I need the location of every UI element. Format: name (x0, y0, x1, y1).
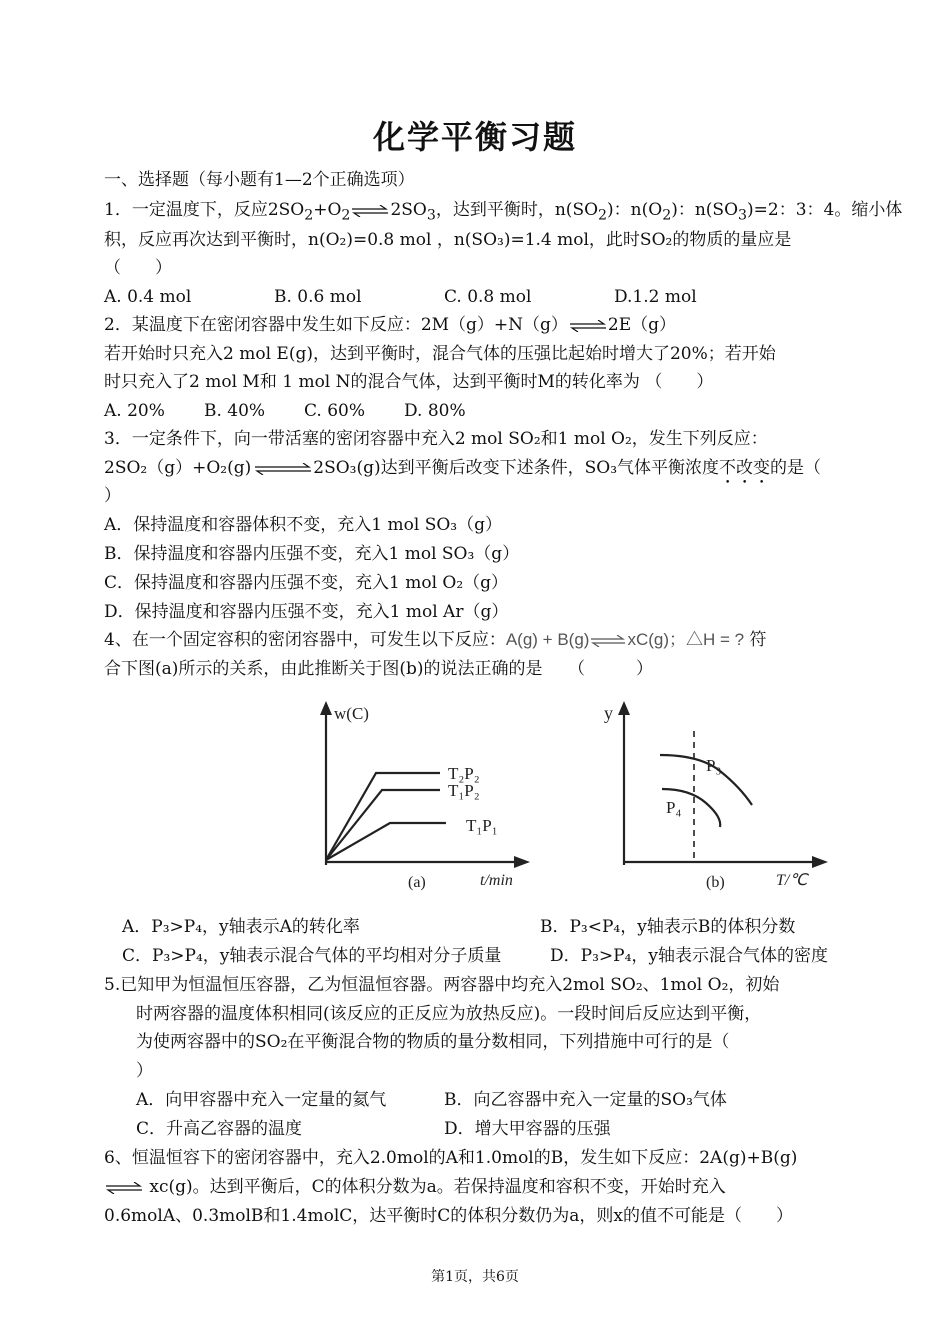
q4-option-d: D．P₃>P₄，y轴表示混合气体的密度 (550, 946, 828, 966)
chart-b-x-arrow-icon (812, 856, 828, 868)
q3-option-d: D．保持温度和容器内压强不变，充入1 mol Ar（g） (104, 602, 509, 622)
chart-b-legend-p3: P₃ (706, 756, 722, 775)
q1-line-1: 1．一定温度下，反应$2SO_2+O_2$ $2SO_3$，达到平衡时，$n(SO_2)$：$n(O_2)$：$n(SO_3)=2$：3：4。缩小体 (104, 200, 903, 224)
chart-a-y-arrow-icon (320, 701, 332, 715)
q5-options-row-2 (136, 1117, 611, 1141)
q4-options-row-1 (122, 915, 795, 939)
q3-line-3: ） (104, 486, 121, 506)
chart-a (300, 695, 540, 895)
q3-option-b: B．保持温度和容器内压强不变，充入1 mol SO₃（g） (104, 544, 520, 564)
q5-option-b: B．向乙容器中充入一定量的SO₃气体 (444, 1090, 727, 1110)
chart-b (590, 695, 840, 895)
q6-line-2: xc(g)。达到平衡后，C的体积分数为a。若保持温度和容积不变，开始时充入 (104, 1175, 726, 1199)
q3-line-1: 3．一定条件下，向一带活塞的密闭容器中充入2 mol SO₂和1 mol O₂，发生下列反应： (104, 429, 768, 449)
chart-b-xlabel: T/℃ (776, 872, 808, 889)
q3-option-c: C．保持温度和容器内压强不变，充入1 mol O₂（g） (104, 573, 509, 593)
q2-option-b: B. 40% (204, 401, 266, 421)
q4-option-b: B．P₃<P₄，y轴表示B的体积分数 (540, 917, 796, 937)
q5-line-4: ） (136, 1061, 153, 1081)
chart-a-legend-t1p1: T₁P₁ (466, 816, 498, 835)
q5-line-2: 时两容器的温度体积相同(该反应的正反应为放热反应)。一段时间后反应达到平衡， (136, 1004, 762, 1024)
q1-option-d: D.1.2 mol (614, 287, 697, 307)
chart-a-x-arrow-icon (514, 856, 530, 868)
chart-a-ylabel: w(C) (334, 704, 369, 723)
q1-line-3: （ ） (104, 258, 172, 278)
q5-option-c: C．升高乙容器的温度 (136, 1119, 303, 1139)
q2-option-d: D. 80% (404, 401, 466, 421)
q2-option-a: A. 20% (104, 401, 165, 421)
q5-line-1: 5.已知甲为恒温恒压容器，乙为恒温恒容器。两容器中均充入2mol SO₂、1mol O₂，初始 (104, 975, 780, 995)
chart-a-xlabel: t/min (480, 872, 513, 889)
q4-option-a: A．P₃>P₄，y轴表示A的转化率 (122, 917, 360, 937)
chart-a-legend-t1p2: T₁P₂ (448, 781, 480, 800)
emphasized-text: 不改变 (719, 458, 771, 478)
q1-line-2: 积，反应再次达到平衡时，n(O₂)=0.8 mol ，n(SO₃)=1.4 mol，此时SO₂的物质的量应是 (104, 230, 792, 250)
equilibrium-arrow-icon (568, 320, 608, 332)
q2-line-2: 若开始时只充入2 mol E(g)，达到平衡时，混合气体的压强比起始时增大了20%；若开始 (104, 344, 776, 364)
q2-options (104, 399, 504, 423)
equilibrium-arrow-icon (251, 463, 313, 475)
q2-option-c: C. 60% (304, 401, 365, 421)
q3-option-a: A．保持温度和容器体积不变，充入1 mol SO₃（g） (104, 515, 502, 535)
chart-b-legend-p4: P₄ (666, 798, 682, 817)
q2-line-1: 2．某温度下在密闭容器中发生如下反应：2M（g）+N（g） 2E（g） (104, 315, 677, 335)
chart-a-caption: (a) (408, 874, 426, 891)
q1-option-b: B. 0.6 mol (274, 287, 362, 307)
q1-options (104, 285, 784, 309)
chart-b-y-arrow-icon (618, 701, 630, 715)
equilibrium-arrow-icon (350, 205, 390, 217)
q5-options-row-1 (136, 1088, 727, 1112)
chart-a-legend-t2p2: T₂P₂ (448, 764, 480, 783)
q5-option-d: D．增大甲容器的压强 (444, 1119, 611, 1139)
q5-line-3: 为使两容器中的SO₂在平衡混合物的物质的量分数相同，下列措施中可行的是（ (136, 1032, 730, 1052)
q4-equation: A(g) + B(g) xC(g)；△H = ? (505, 630, 745, 649)
page-title: 化学平衡习题 (372, 118, 577, 156)
q4-option-c: C．P₃>P₄，y轴表示混合气体的平均相对分子质量 (122, 946, 502, 966)
chart-a-series-t2p2 (326, 773, 440, 860)
q6-line-3: 0.6molA、0.3molB和1.4molC，达平衡时C的体积分数仍为a，则x的值不可能是（ ） (104, 1206, 793, 1226)
chart-b-ylabel: y (604, 703, 613, 723)
q6-line-1: 6、恒温恒容下的密闭容器中，充入2.0mol的A和1.0mol的B，发生如下反应：2A(g)+B(g) (104, 1148, 798, 1168)
equilibrium-arrow-icon (104, 1182, 144, 1194)
q1-option-c: C. 0.8 mol (444, 287, 532, 307)
q3-line-2: 2SO₂（g）+O₂(g) 2SO₃(g)达到平衡后改变下述条件，SO₃气体平衡浓度不改变的是（ (104, 458, 822, 478)
q4-options-row-2 (122, 944, 828, 968)
q2-line-3: 时只充入了2 mol M和 1 mol N的混合气体，达到平衡时M的转化率为 （ ） (104, 372, 714, 392)
equilibrium-arrow-icon (589, 635, 627, 647)
q1-option-a: A. 0.4 mol (104, 287, 192, 307)
q4-line-2: 合下图(a)所示的关系，由此推断关于图(b)的说法正确的是 （ ） (104, 659, 654, 679)
chart-b-caption: (b) (706, 874, 725, 891)
q5-option-a: A．向甲容器中充入一定量的氦气 (136, 1090, 387, 1110)
page-footer: 第1页，共6页 (431, 1269, 519, 1285)
q4-line-1: 4、在一个固定容积的密闭容器中，可发生以下反应：A(g) + B(g) xC(g)；△H = ? 符 (104, 630, 767, 650)
section-heading: 一、选择题（每小题有1—2个正确选项） (104, 170, 415, 190)
